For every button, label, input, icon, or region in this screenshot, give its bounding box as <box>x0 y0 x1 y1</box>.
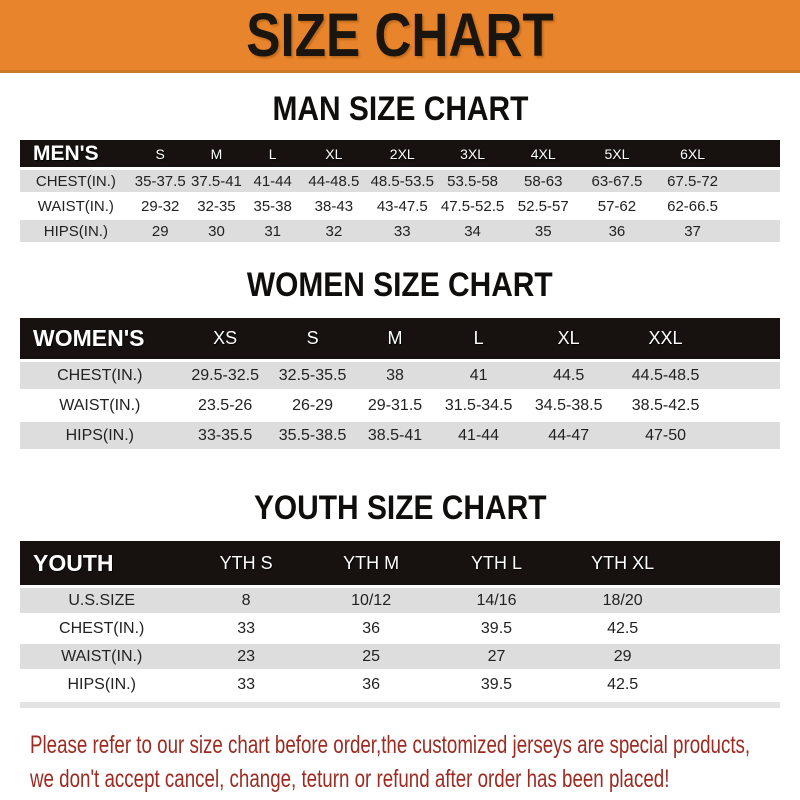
column-header: XL <box>301 140 366 167</box>
size-cell: 29-32 <box>132 195 189 217</box>
youth-size-table <box>20 538 780 700</box>
row-label: HIPS(IN.) <box>20 220 132 242</box>
size-cell: 35 <box>507 220 579 242</box>
column-header: YTH XL <box>560 541 686 585</box>
table-row <box>20 220 780 242</box>
size-cell: 33 <box>183 672 308 697</box>
column-header: YTH L <box>433 541 559 585</box>
column-header: 6XL <box>655 140 731 167</box>
size-cell: 44-47 <box>522 422 616 449</box>
row-filler <box>731 220 780 242</box>
column-header: S <box>271 318 355 359</box>
column-header: L <box>244 140 301 167</box>
size-cell: 14/16 <box>433 588 559 613</box>
man-size-chart-title-text: MAN SIZE CHART <box>272 90 528 128</box>
column-header: S <box>132 140 189 167</box>
size-cell: 37.5-41 <box>189 170 244 192</box>
row-label: WAIST(IN.) <box>20 392 180 419</box>
size-cell: 47-50 <box>616 422 716 449</box>
women-size-chart-title <box>0 265 800 305</box>
size-cell: 29 <box>560 644 686 669</box>
row-filler <box>686 616 780 641</box>
size-cell: 38-43 <box>301 195 366 217</box>
table-bottom-strip <box>20 702 780 708</box>
size-cell: 63-67.5 <box>579 170 654 192</box>
row-filler <box>731 195 780 217</box>
size-cell: 25 <box>309 644 434 669</box>
row-label: WAIST(IN.) <box>20 195 132 217</box>
column-header: YTH M <box>309 541 434 585</box>
size-cell: 48.5-53.5 <box>367 170 438 192</box>
size-cell: 41 <box>436 362 522 389</box>
size-cell: 41-44 <box>244 170 301 192</box>
column-header: XS <box>180 318 271 359</box>
row-filler <box>731 170 780 192</box>
size-cell: 34 <box>438 220 507 242</box>
row-label: HIPS(IN.) <box>20 672 183 697</box>
size-cell: 29.5-32.5 <box>180 362 271 389</box>
column-header: L <box>436 318 522 359</box>
size-cell: 36 <box>309 672 434 697</box>
column-header: XL <box>522 318 616 359</box>
size-cell: 33 <box>367 220 438 242</box>
size-cell: 44-48.5 <box>301 170 366 192</box>
men-table-corner-label: MEN'S <box>20 140 132 167</box>
size-cell: 47.5-52.5 <box>438 195 507 217</box>
column-header: 2XL <box>367 140 438 167</box>
youth-size-chart-title <box>0 488 800 528</box>
size-cell: 31.5-34.5 <box>436 392 522 419</box>
order-disclaimer <box>30 728 800 796</box>
table-row <box>20 422 780 449</box>
row-filler <box>686 672 780 697</box>
size-cell: 33-35.5 <box>180 422 271 449</box>
row-label: CHEST(IN.) <box>20 362 180 389</box>
column-header: YTH S <box>183 541 308 585</box>
size-cell: 42.5 <box>560 672 686 697</box>
size-cell: 29 <box>132 220 189 242</box>
size-cell: 32-35 <box>189 195 244 217</box>
size-cell: 36 <box>309 616 434 641</box>
women-table-header-row <box>20 318 780 359</box>
size-cell: 41-44 <box>436 422 522 449</box>
man-size-chart-title <box>0 89 800 129</box>
table-row <box>20 392 780 419</box>
column-header: 5XL <box>579 140 654 167</box>
size-cell: 33 <box>183 616 308 641</box>
size-cell: 35-37.5 <box>132 170 189 192</box>
size-cell: 10/12 <box>309 588 434 613</box>
row-filler <box>686 588 780 613</box>
table-row <box>20 195 780 217</box>
youth-size-chart-title-text: YOUTH SIZE CHART <box>253 489 547 527</box>
size-cell: 23.5-26 <box>180 392 271 419</box>
size-cell: 35.5-38.5 <box>271 422 355 449</box>
size-cell: 67.5-72 <box>655 170 731 192</box>
men-size-table <box>20 137 780 245</box>
table-row <box>20 616 780 641</box>
size-cell: 30 <box>189 220 244 242</box>
size-cell: 38 <box>354 362 435 389</box>
row-filler <box>715 392 780 419</box>
column-header: M <box>354 318 435 359</box>
column-header: 4XL <box>507 140 579 167</box>
size-cell: 18/20 <box>560 588 686 613</box>
size-cell: 34.5-38.5 <box>522 392 616 419</box>
size-cell: 32 <box>301 220 366 242</box>
column-header: 3XL <box>438 140 507 167</box>
size-cell: 38.5-42.5 <box>616 392 716 419</box>
row-filler <box>686 644 780 669</box>
table-row <box>20 644 780 669</box>
size-cell: 31 <box>244 220 301 242</box>
disclaimer-line-1: Please refer to our size chart before order,the customized jerseys are special products, <box>30 731 751 759</box>
column-header: XXL <box>616 318 716 359</box>
row-filler <box>715 362 780 389</box>
size-cell: 8 <box>183 588 308 613</box>
row-label: HIPS(IN.) <box>20 422 180 449</box>
size-cell: 42.5 <box>560 616 686 641</box>
row-label: CHEST(IN.) <box>20 170 132 192</box>
size-cell: 44.5-48.5 <box>616 362 716 389</box>
youth-table-corner-label: YOUTH <box>20 541 183 585</box>
size-cell: 27 <box>433 644 559 669</box>
size-cell: 53.5-58 <box>438 170 507 192</box>
size-cell: 58-63 <box>507 170 579 192</box>
row-label: CHEST(IN.) <box>20 616 183 641</box>
table-row <box>20 672 780 697</box>
header-filler <box>715 318 780 359</box>
youth-table-header-row <box>20 541 780 585</box>
table-row <box>20 362 780 389</box>
banner-title: SIZE CHART <box>246 1 554 69</box>
header-filler <box>731 140 780 167</box>
row-label: U.S.SIZE <box>20 588 183 613</box>
men-table-header-row <box>20 140 780 167</box>
size-cell: 62-66.5 <box>655 195 731 217</box>
size-cell: 43-47.5 <box>367 195 438 217</box>
size-cell: 38.5-41 <box>354 422 435 449</box>
size-cell: 57-62 <box>579 195 654 217</box>
size-cell: 23 <box>183 644 308 669</box>
row-filler <box>715 422 780 449</box>
size-cell: 39.5 <box>433 616 559 641</box>
size-cell: 29-31.5 <box>354 392 435 419</box>
size-cell: 32.5-35.5 <box>271 362 355 389</box>
women-size-chart-title-text: WOMEN SIZE CHART <box>247 266 553 304</box>
size-chart-banner <box>0 0 800 73</box>
table-row <box>20 170 780 192</box>
size-cell: 39.5 <box>433 672 559 697</box>
row-label: WAIST(IN.) <box>20 644 183 669</box>
size-cell: 26-29 <box>271 392 355 419</box>
women-table-corner-label: WOMEN'S <box>20 318 180 359</box>
size-cell: 36 <box>579 220 654 242</box>
size-cell: 52.5-57 <box>507 195 579 217</box>
table-row <box>20 588 780 613</box>
disclaimer-line-2: we don't accept cancel, change, teturn or refund after order has been placed! <box>30 765 670 793</box>
women-size-table <box>20 315 780 452</box>
size-cell: 44.5 <box>522 362 616 389</box>
header-filler <box>686 541 780 585</box>
size-cell: 35-38 <box>244 195 301 217</box>
column-header: M <box>189 140 244 167</box>
size-cell: 37 <box>655 220 731 242</box>
